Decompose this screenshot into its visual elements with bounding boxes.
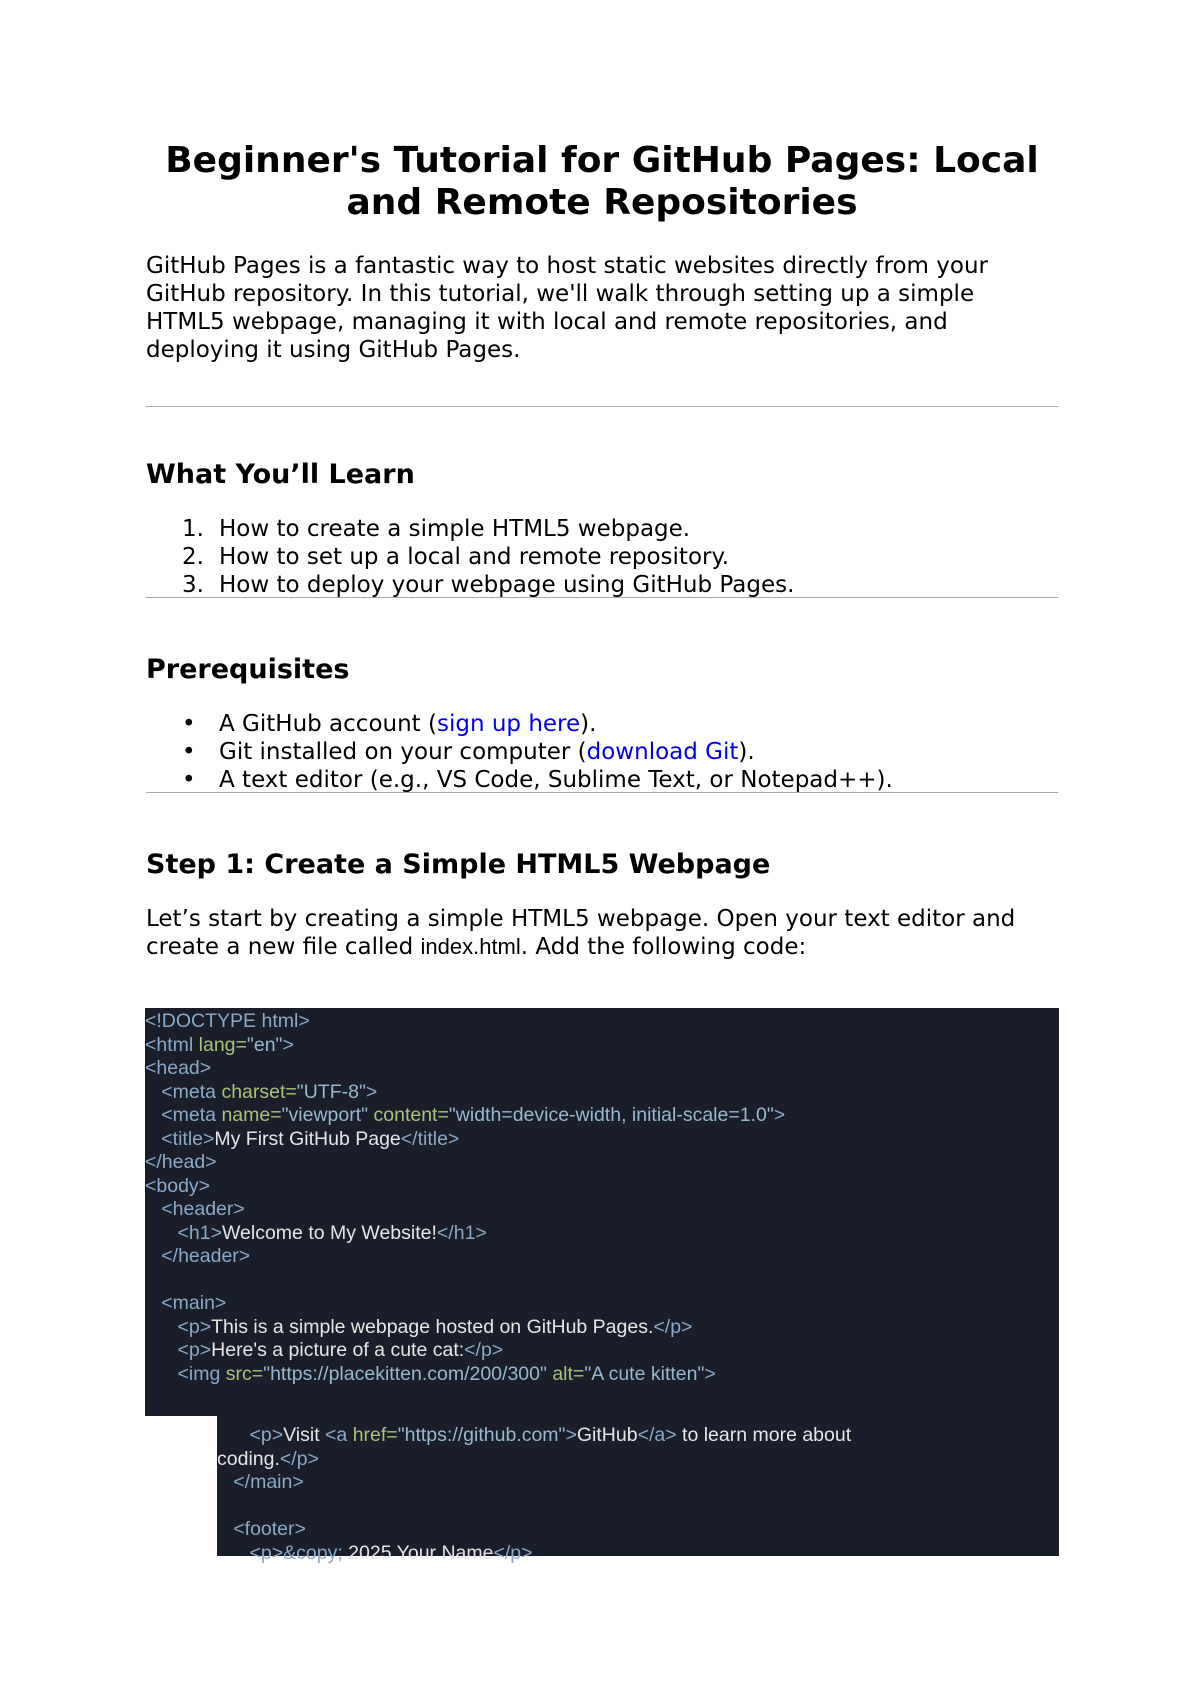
learn-heading: What You’ll Learn (146, 459, 415, 490)
bullet-icon: • (182, 739, 196, 765)
list-item: • Git installed on your computer (download Git). (182, 739, 755, 765)
learn-list (146, 515, 1058, 599)
bullet-icon: • (182, 767, 196, 793)
prereq-list (146, 710, 1058, 794)
code-block-continued (217, 1416, 1059, 1564)
prereq-heading: Prerequisites (146, 654, 350, 685)
list-item: • A text editor (e.g., VS Code, Sublime Text, or Notepad++). (182, 767, 893, 793)
divider (146, 406, 1058, 407)
sign-up-link[interactable]: sign up here (436, 711, 581, 737)
code-text: <p>Visit <a href="https://github.com">GitHub</a> to learn more about coding.</p> </main> <footer> <p>&copy; 2025 Your Name</p> (217, 1424, 852, 1564)
list-item: • A GitHub account (sign up here). (182, 711, 597, 737)
article (146, 140, 1058, 961)
step1-heading: Step 1: Create a Simple HTML5 Webpage (146, 849, 771, 880)
code-block (145, 1008, 1059, 1416)
download-git-link[interactable]: download Git (586, 739, 739, 765)
bullet-icon: • (182, 711, 196, 737)
list-item: 2. How to set up a local and remote repository. (182, 544, 730, 570)
code-text: <!DOCTYPE html> <html lang="en"> <head> <meta charset="UTF-8"> <meta name="viewport" content="width=device-width, initial-scale=1.0"> <title>My First GitHub Page</title> </head> <body> <header> <h1>Welcome to My Website!</h1> </header> <main> <p>This is a simple webpage hosted on GitHub Pages.</p> <p>Here's a picture of a cute cat:</p> <img src="https://placekitten.com/200/300" alt="A cute kitten"> (145, 1010, 786, 1385)
step1-paragraph: Let’s start by creating a simple HTML5 webpage. Open your text editor and create a new file called index.html. Add the following code: (146, 906, 1016, 960)
inline-code: index.html (420, 934, 521, 959)
list-item: 3. How to deploy your webpage using GitHub Pages. (182, 572, 795, 598)
intro-paragraph: GitHub Pages is a fantastic way to host static websites directly from your GitHub repository. In this tutorial, we'll walk through setting up a simple HTML5 webpage, managing it with local and remote repositories, and deploying it using GitHub Pages. (146, 253, 988, 363)
page-title: Beginner's Tutorial for GitHub Pages: Local and Remote Repositories (165, 140, 1039, 223)
list-item: 1. How to create a simple HTML5 webpage. (182, 516, 691, 542)
